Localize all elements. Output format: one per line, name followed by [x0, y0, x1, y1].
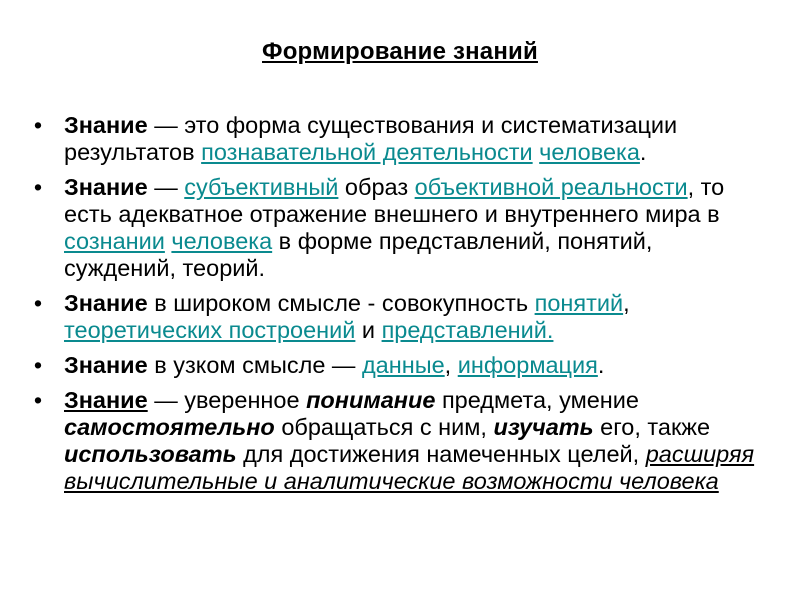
text-span: —	[147, 174, 185, 200]
text-span: в форме представлений, понятий, суждений, теорий.	[64, 228, 653, 281]
text-span: .	[597, 352, 605, 378]
bullet-icon: •	[33, 174, 43, 200]
bullet-icon: •	[33, 290, 43, 316]
text-span: — это форма существования и систематизации результатов	[64, 112, 678, 165]
text-span: ,	[444, 352, 458, 378]
term-label: Знание	[64, 387, 148, 413]
text-span: образ	[338, 174, 415, 200]
text-span: предмета, умение	[435, 387, 639, 413]
text-span: .	[639, 139, 647, 165]
text-span: и	[355, 317, 382, 343]
text-span: самостоятельно	[64, 414, 275, 440]
hyperlink[interactable]: познавательной деятельности	[201, 139, 533, 165]
text-span: в узком смысле —	[147, 352, 362, 378]
hyperlink[interactable]: субъективный	[184, 174, 339, 200]
definition-list	[28, 112, 768, 503]
term-label: Знание	[64, 112, 148, 138]
hyperlink[interactable]: человека	[171, 228, 273, 254]
bullet-icon: •	[33, 112, 43, 138]
bullet-icon: •	[33, 352, 43, 378]
hyperlink[interactable]: теоретических построений	[64, 317, 356, 343]
text-span: , то есть адекватное отражение внешнего и внутреннего мира в	[64, 174, 725, 227]
hyperlink[interactable]: данные	[361, 352, 445, 378]
text-span: изучать	[493, 414, 594, 440]
hyperlink[interactable]: представлений.	[381, 317, 554, 343]
list-item	[28, 290, 768, 344]
text-span: ,	[623, 290, 630, 316]
text-span: в широком смысле - совокупность	[147, 290, 535, 316]
hyperlink[interactable]: информация	[457, 352, 598, 378]
term-label: Знание	[64, 290, 148, 316]
hyperlink[interactable]: человека	[539, 139, 640, 165]
list-item	[28, 112, 768, 166]
text-span: использовать	[64, 441, 237, 467]
text-span: обращаться с ним,	[274, 414, 494, 440]
text-span: для достижения намеченных целей,	[236, 441, 646, 467]
page-title: Формирование знаний	[262, 38, 538, 65]
hyperlink[interactable]: сознании	[64, 228, 165, 254]
list-item	[28, 352, 768, 379]
text-span: расширяя вычислительные и аналитические возможности человека	[64, 441, 755, 494]
term-label: Знание	[64, 174, 148, 200]
term-label: Знание	[64, 352, 148, 378]
list-item	[28, 174, 768, 282]
text-span: понимание	[306, 387, 436, 413]
hyperlink[interactable]: понятий	[534, 290, 624, 316]
bullet-icon: •	[33, 387, 43, 413]
hyperlink[interactable]: объективной реальности	[414, 174, 688, 200]
text-span: его, также	[593, 414, 711, 440]
text-span: — уверенное	[147, 387, 307, 413]
list-item	[28, 387, 768, 495]
